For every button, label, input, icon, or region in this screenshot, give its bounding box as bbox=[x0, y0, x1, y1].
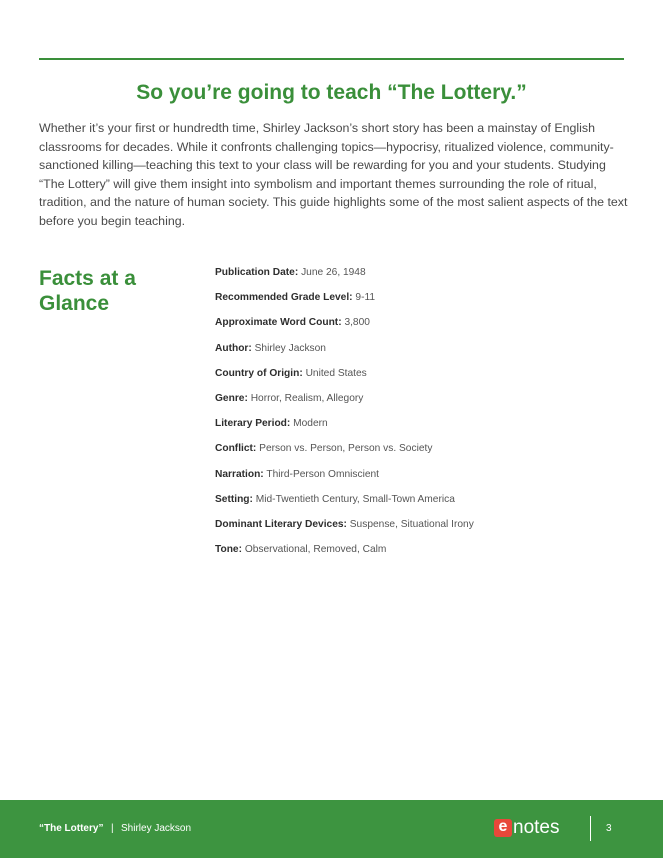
page-title: So you’re going to teach “The Lottery.” bbox=[136, 81, 527, 104]
fact-word-count bbox=[215, 316, 635, 341]
fact-label: Narration: bbox=[215, 468, 264, 480]
facts-heading: Facts at a Glance bbox=[39, 267, 136, 315]
fact-value: 9-11 bbox=[355, 292, 376, 304]
fact-narration bbox=[215, 468, 635, 493]
footer-work-title: “The Lottery” bbox=[39, 823, 104, 834]
fact-conflict bbox=[215, 442, 635, 467]
fact-value: Horror, Realism, Allegory bbox=[250, 392, 364, 404]
fact-value: Observational, Removed, Calm bbox=[244, 544, 387, 556]
footer-author: Shirley Jackson bbox=[121, 823, 192, 834]
fact-label: Approximate Word Count: bbox=[215, 317, 342, 329]
fact-value: United States bbox=[305, 367, 367, 379]
fact-value: 3,800 bbox=[344, 317, 370, 329]
fact-value: Third-Person Omniscient bbox=[266, 468, 380, 480]
fact-label: Dominant Literary Devices: bbox=[215, 518, 347, 530]
fact-label: Publication Date: bbox=[215, 267, 299, 278]
fact-label: Recommended Grade Level: bbox=[215, 292, 353, 304]
facts-list bbox=[215, 266, 635, 568]
page-number: 3 bbox=[606, 823, 612, 834]
fact-value: Mid-Twentieth Century, Small-Town America bbox=[255, 493, 455, 505]
fact-grade-level bbox=[215, 291, 635, 316]
fact-setting bbox=[215, 493, 635, 518]
footer-divider bbox=[590, 816, 591, 841]
fact-country bbox=[215, 367, 635, 392]
fact-value: Person vs. Person, Person vs. Society bbox=[259, 443, 433, 455]
fact-label: Country of Origin: bbox=[215, 367, 303, 379]
fact-author bbox=[215, 342, 635, 367]
enotes-logo-icon: e bbox=[494, 819, 512, 837]
fact-label: Author: bbox=[215, 342, 252, 354]
fact-label: Conflict: bbox=[215, 443, 257, 455]
fact-label: Literary Period: bbox=[215, 418, 291, 430]
fact-genre bbox=[215, 392, 635, 417]
fact-tone bbox=[215, 543, 635, 568]
fact-label: Setting: bbox=[215, 493, 253, 505]
fact-publication-date bbox=[215, 266, 635, 291]
top-rule bbox=[39, 58, 624, 60]
fact-literary-devices bbox=[215, 518, 635, 543]
fact-value: Modern bbox=[293, 418, 328, 430]
enotes-logo bbox=[494, 817, 559, 839]
page-footer bbox=[0, 800, 663, 858]
footer-separator: | bbox=[111, 823, 114, 834]
enotes-logo-text: notes bbox=[513, 817, 560, 838]
fact-value: Suspense, Situational Irony bbox=[349, 518, 474, 530]
intro-paragraph: Whether it’s your first or hundredth time, Shirley Jackson’s short story has been a mainstay of English classrooms for decades. While it confronts challenging topics—hypocrisy, ritualized violence, community-sanctioned killing—teaching this text to your class will be rewarding for you and your students. Studying “The Lottery” will give them insight into symbolism and important themes surrounding the role of ritual, tradition, and the nature of human society. This guide highlights some of the most salient aspects of the text before you begin teaching. bbox=[39, 121, 628, 228]
fact-label: Tone: bbox=[215, 544, 242, 556]
fact-value: June 26, 1948 bbox=[301, 267, 366, 278]
fact-value: Shirley Jackson bbox=[254, 342, 326, 354]
fact-literary-period bbox=[215, 417, 635, 442]
fact-label: Genre: bbox=[215, 392, 248, 404]
